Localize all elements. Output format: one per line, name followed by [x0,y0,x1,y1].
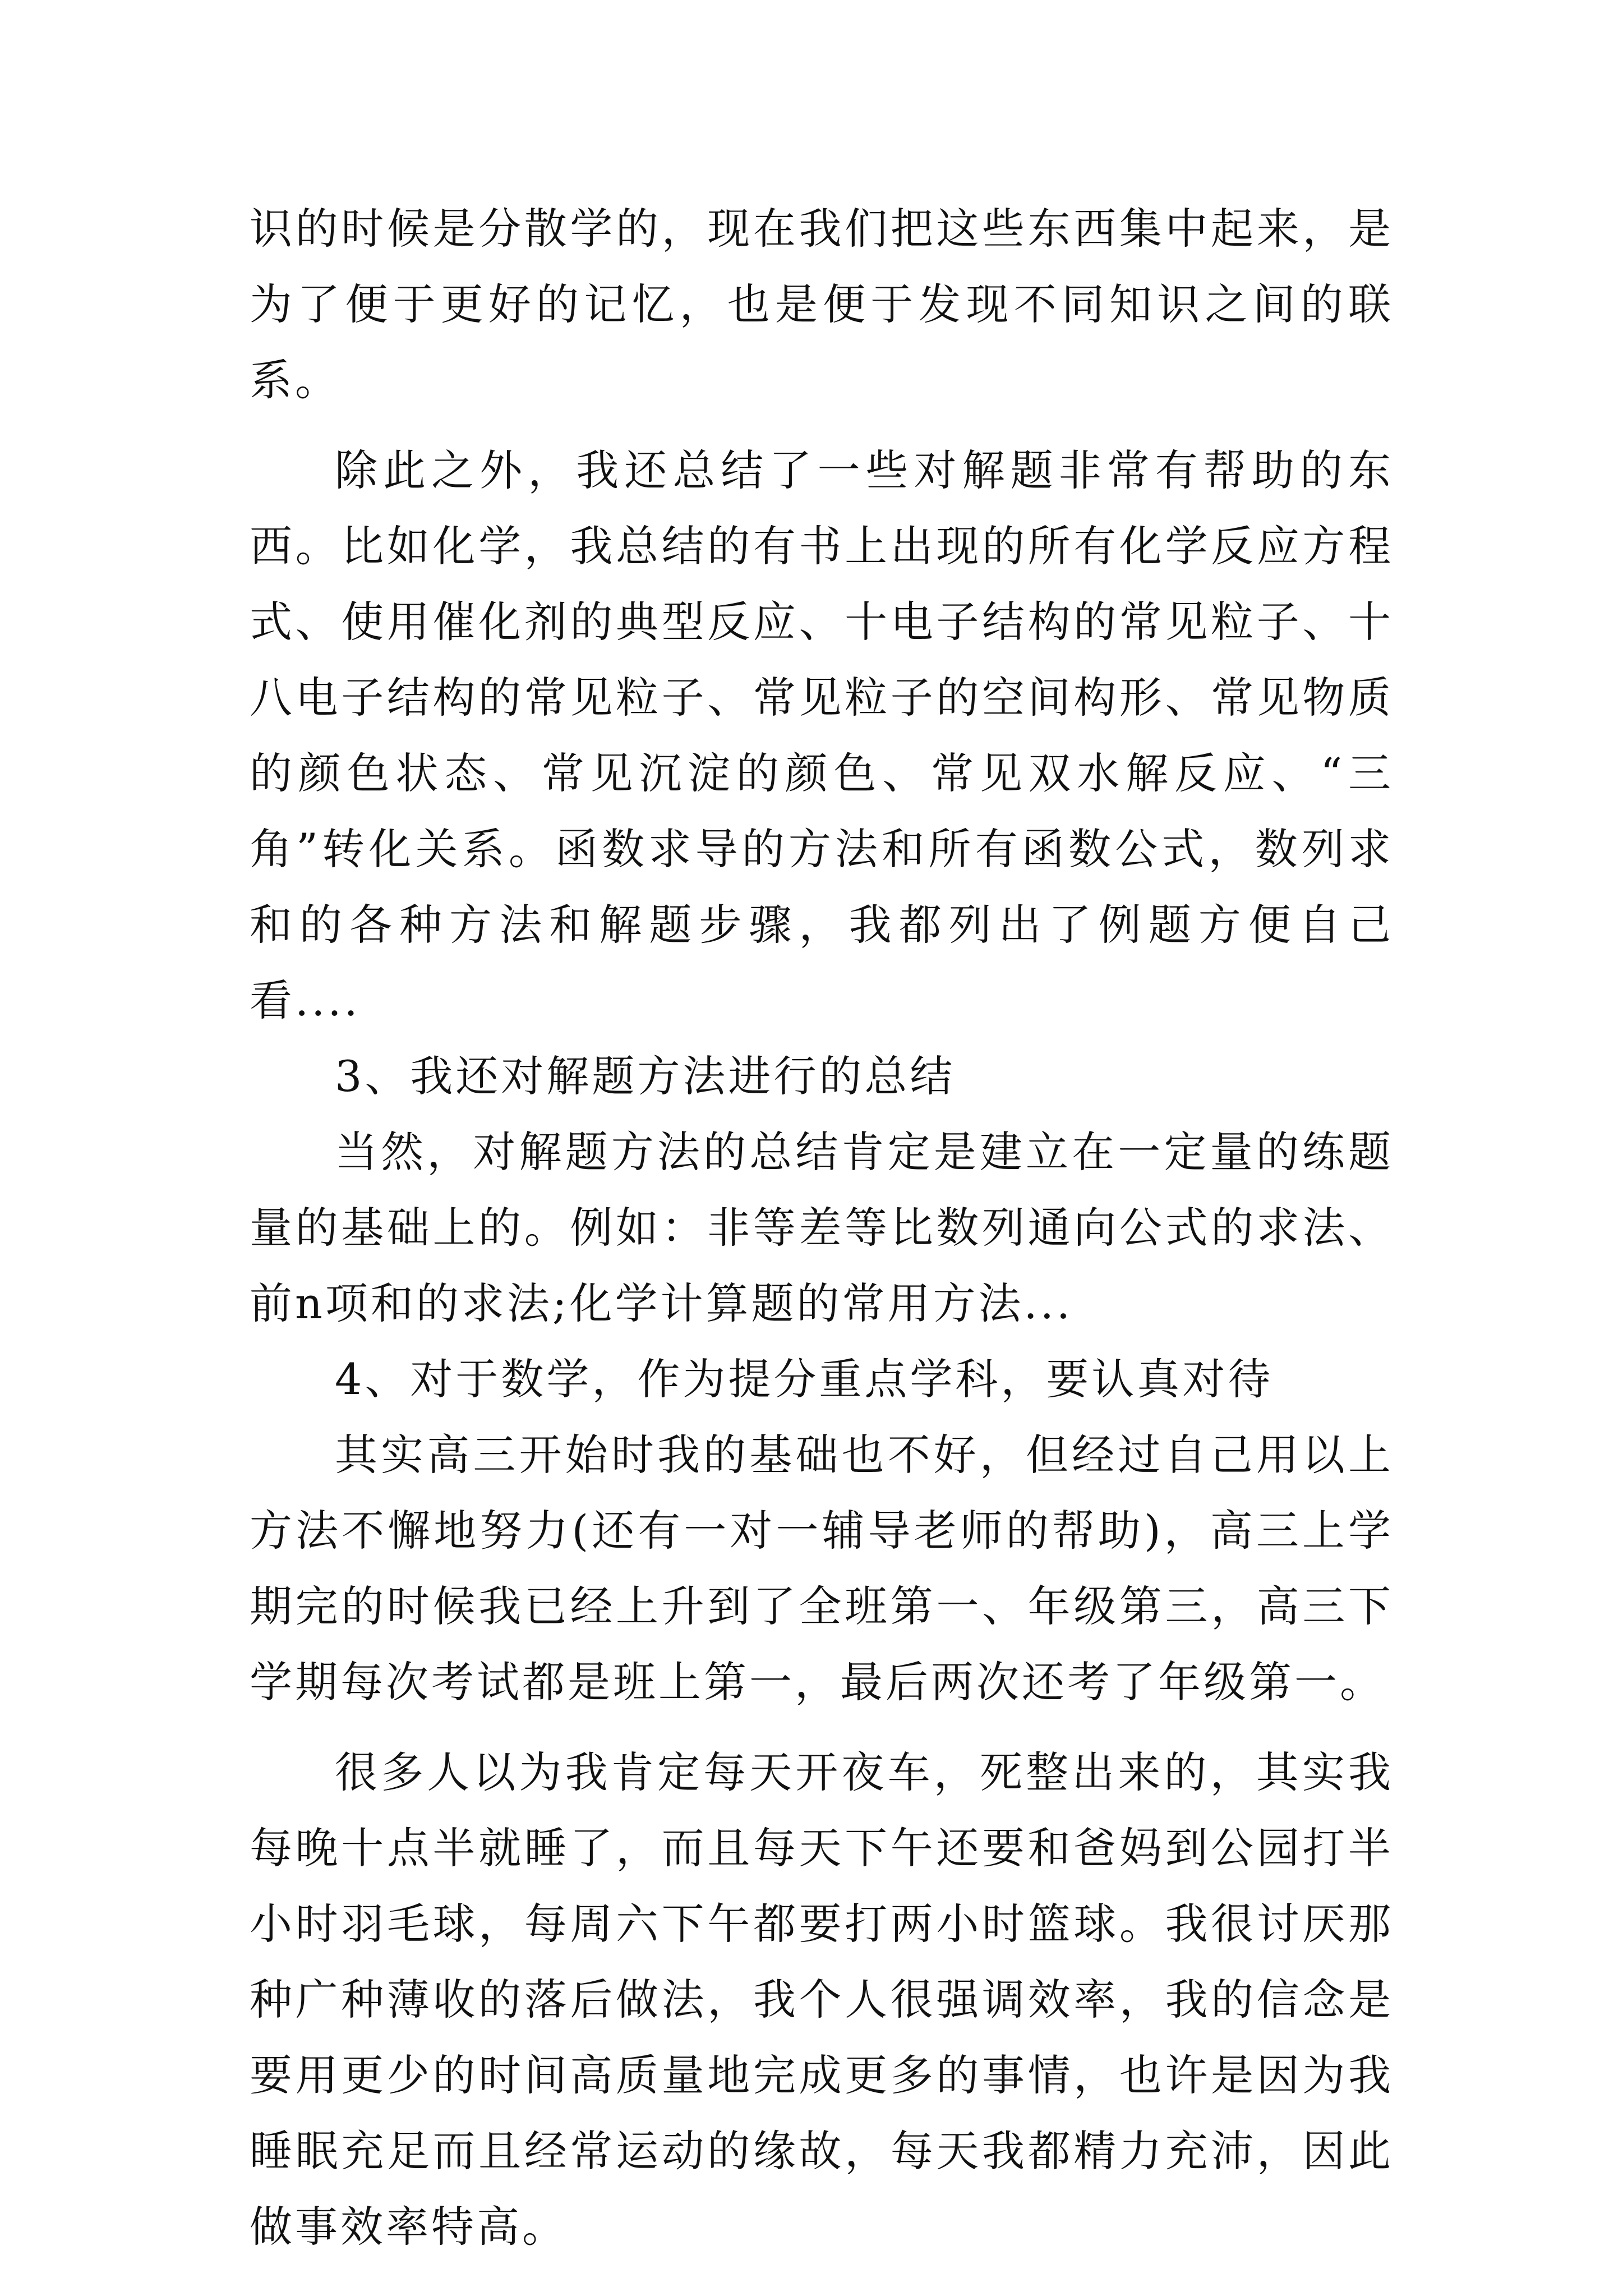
paragraph-continuation: 识的时候是分散学的，现在我们把这些东西集中起来，是为了便于更好的记忆，也是便于发现不同知识之间的联系。 [250,204,1394,405]
paragraph-summary-tools: 除此之外，我还总结了一些对解题非常有帮助的东西。比如化学，我总结的有书上出现的所有化学反应方程式、使用催化剂的典型反应、十电子结构的常见粒子、十八电子结构的常见粒子、常见粒子的空间构形、常见物质的颜色状态、常见沉淀的颜色、常见双水解反应、“三角”转化关系。函数求导的方法和所有函数公式，数列求和的各种方法和解题步骤，我都列出了例题方便自己看.... [250,445,1394,1025]
paragraph-efficiency: 很多人以为我肯定每天开夜车，死整出来的，其实我每晚十点半就睡了，而且每天下午还要和爸妈到公园打半小时羽毛球，每周六下午都要打两小时篮球。我很讨厌那种广种薄收的落后做法，我个人很强调效率，我的信念是要用更少的时间高质量地完成更多的事情，也许是因为我睡眠充足而且经常运动的缘故，每天我都精力充沛，因此做事效率特高。 [250,1747,1394,2252]
section-heading-4: 4、对于数学，作为提分重点学科，要认真对待 [335,1354,1274,1404]
body-text [250,191,1394,2265]
section-heading-3: 3、我还对解题方法进行的总结 [335,1051,956,1101]
paragraph-progress: 其实高三开始时我的基础也不好，但经过自己用以上方法不懈地努力(还有一对一辅导老师的帮助)，高三上学期完的时候我已经上升到了全班第一、年级第三，高三下学期每次考试都是班上第一，最后两次还考了年级第一。 [250,1430,1394,1707]
paragraph-solving-methods: 当然，对解题方法的总结肯定是建立在一定量的练题量的基础上的。例如：非等差等比数列通向公式的求法、前n项和的求法;化学计算题的常用方法... [250,1127,1394,1328]
